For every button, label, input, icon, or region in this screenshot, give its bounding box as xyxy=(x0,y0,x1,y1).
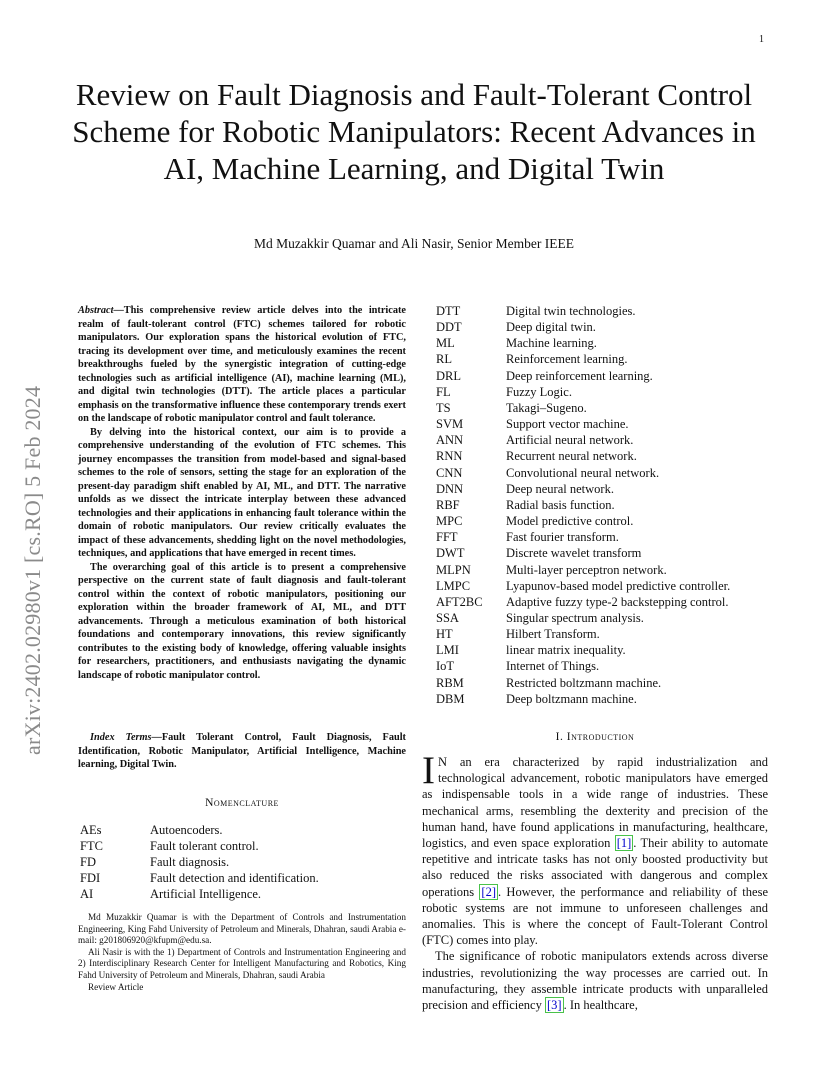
acronym-item: DRL Deep reinforcement learning. xyxy=(436,368,653,383)
acronym-item: ANN Artificial neural network. xyxy=(436,433,634,448)
acronym-item: DWT Discrete wavelet transform xyxy=(436,546,642,561)
footnote-article-type: Review Article xyxy=(88,981,144,992)
acronym-item: LMPC Lyapunov-based model predictive controller. xyxy=(436,578,731,593)
nomenclature-item: FD Fault diagnosis. xyxy=(80,855,230,870)
index-terms-lead: Index Terms xyxy=(90,732,152,743)
acronym-item: FL Fuzzy Logic. xyxy=(436,384,572,399)
abstract-lead: Abstract xyxy=(78,305,114,316)
introduction-paragraph-1: I N an era characterized by rapid industrialization and technological advancement, robotic manipulators have emerged as indispensable tools in a wide range of industries. These mechanical arms, resembling the dexterity and precision of the human hand, have found applications in manufacturing, healthcare, logistics, and even space exploration [1] . Their ability to automate repetitive and intricate tasks has not only boosted productivity but also reduced the risks associated with dangerous and complex operations [2] . However, the performance and reliability of these robotic systems are not immune to unforeseen challenges and anomalies. This is where the concept of Fault-Tolerant Control (FTC) comes into play. xyxy=(422,749,769,948)
acronym-item: SSA Singular spectrum analysis. xyxy=(436,610,644,625)
arxiv-identifier: arXiv:2402.02980v1 [cs.RO] 5 Feb 2024 xyxy=(20,385,45,755)
acronym-item: LMI linear matrix inequality. xyxy=(436,643,626,658)
acronym-list xyxy=(436,303,766,707)
author-line: Md Muzakkir Quamar and Ali Nasir, Senior Member IEEE xyxy=(253,236,574,251)
index-terms: Index Terms—Fault Tolerant Control, Fault Diagnosis, Fault Identification, Robotic Manipulator, Artificial Intelligence, Machine learning, Digital Twin. xyxy=(78,732,406,770)
nomenclature-heading: Nomenclature xyxy=(205,797,279,809)
citation-link[interactable]: [3] xyxy=(546,998,562,1013)
introduction-body xyxy=(422,749,769,1013)
nomenclature-list xyxy=(78,822,406,902)
acronym-item: AFT2BC Adaptive fuzzy type-2 backstepping control. xyxy=(436,594,729,609)
footnote-author-1: Md Muzakkir Quamar is with the Department of Controls and Instrumentation Engineering, King Fahd University of Petroleum and Minerals, Dhahran, saudi Arabia e-mail: g201806920@kfupm@edu.sa. xyxy=(78,912,406,946)
nomenclature-item: FDI Fault detection and identification. xyxy=(80,871,319,886)
acronym-item: RNN Recurrent neural network. xyxy=(436,449,637,464)
page-number: 1 xyxy=(759,34,764,45)
abstract xyxy=(78,304,406,682)
drop-cap: I xyxy=(422,749,435,792)
acronym-item: DBM Deep boltzmann machine. xyxy=(436,691,637,706)
acronym-item: CNN Convolutional neural network. xyxy=(436,465,660,480)
acronym-item: RBF Radial basis function. xyxy=(436,497,615,512)
acronym-item: SVM Support vector machine. xyxy=(436,417,629,432)
introduction-heading: I. Introduction xyxy=(555,731,635,743)
abstract-paragraph-2: By delving into the historical context, our aim is to provide a comprehensive understanding of the evolution of FTC schemes. This journey encompasses the transition from model-based and signal-based schemes to the role of sensors, setting the stage for an exploration of the present-day paradigm shift enabled by AI, ML, and DTT. The narrative unfolds as we dissect the intricate interplay between these advanced technologies and their applications in enhancing fault tolerance within the domain of robotic manipulators. Our review critically evaluates the impact of these advancements, shedding light on the novel methodologies, techniques, and applications that have emerged in recent times. xyxy=(78,426,406,559)
acronym-item: DTT Digital twin technologies. xyxy=(436,304,636,318)
footnote-author-2: Ali Nasir is with the 1) Department of Controls and Instrumentation Engineering and 2) Interdisciplinary Research Center for Intelligent Manufacturing and Robotics, King Fahd University of Petroleum and Minerals, Dhahran, saudi Arabia xyxy=(78,946,406,980)
acronym-item: RBM Restricted boltzmann machine. xyxy=(436,675,662,690)
acronym-item: ML Machine learning. xyxy=(436,336,597,351)
acronym-item: HT Hilbert Transform. xyxy=(436,627,600,642)
introduction-paragraph-2: The significance of robotic manipulators extends across diverse industries, revolutionizing the way processes are carried out. In manufacturing, they assemble intricate products with unparalleled precision and efficiency [3] . In healthcare, xyxy=(422,949,768,1013)
acronym-item: DNN Deep neural network. xyxy=(436,481,614,496)
footnotes xyxy=(78,912,406,993)
citation-link[interactable]: [1] xyxy=(616,836,632,851)
nomenclature-item: AI Artificial Intelligence. xyxy=(80,887,262,902)
citation-link[interactable]: [2] xyxy=(481,884,496,899)
acronym-item: IoT Internet of Things. xyxy=(436,659,600,674)
abstract-paragraph-3: The overarching goal of this article is to present a comprehensive perspective on the current state of fault diagnosis and fault-tolerant control within the context of robotic manipulators, positioning our exploration within the broader framework of AI, ML, and DTT advancements. Through a meticulous examination of both historical foundations and contemporary innovations, this review significantly contributes to the existing body of knowledge, offering valuable insights for researchers, practitioners, and enthusiasts navigating the dynamic landscape of robotic manipulator control. xyxy=(78,561,406,681)
acronym-item: FFT Fast fourier transform. xyxy=(436,530,619,545)
nomenclature-item: AEs Autoencoders. xyxy=(80,823,223,837)
nomenclature-item: FTC Fault tolerant control. xyxy=(80,839,259,854)
acronym-item: MPC Model predictive control. xyxy=(436,514,634,529)
acronym-item: RL Reinforcement learning. xyxy=(436,352,628,367)
paper-title: Review on Fault Diagnosis and Fault-Tolerant Control Scheme for Robotic Manipulators: Recent Advances in AI, Machine Learning, and Digital Twin xyxy=(72,77,756,186)
acronym-item: TS Takagi–Sugeno. xyxy=(436,400,587,415)
acronym-item: MLPN Multi-layer perceptron network. xyxy=(436,562,667,577)
acronym-item: DDT Deep digital twin. xyxy=(436,320,596,335)
abstract-paragraph-1: Abstract—This comprehensive review article delves into the intricate realm of fault-tolerant control (FTC) schemes tailored for robotic manipulators. Our exploration spans the historical evolution of FTC, tracing its development over time, and meticulously examines the recent breakthroughs fueled by the synergistic integration of cutting-edge technologies such as artificial intelligence (AI), machine learning (ML), and digital twin technologies (DTT). The article places a particular emphasis on the transformative influence these contemporary trends exert on the landscape of robotic manipulator control and fault tolerance. xyxy=(78,305,406,424)
